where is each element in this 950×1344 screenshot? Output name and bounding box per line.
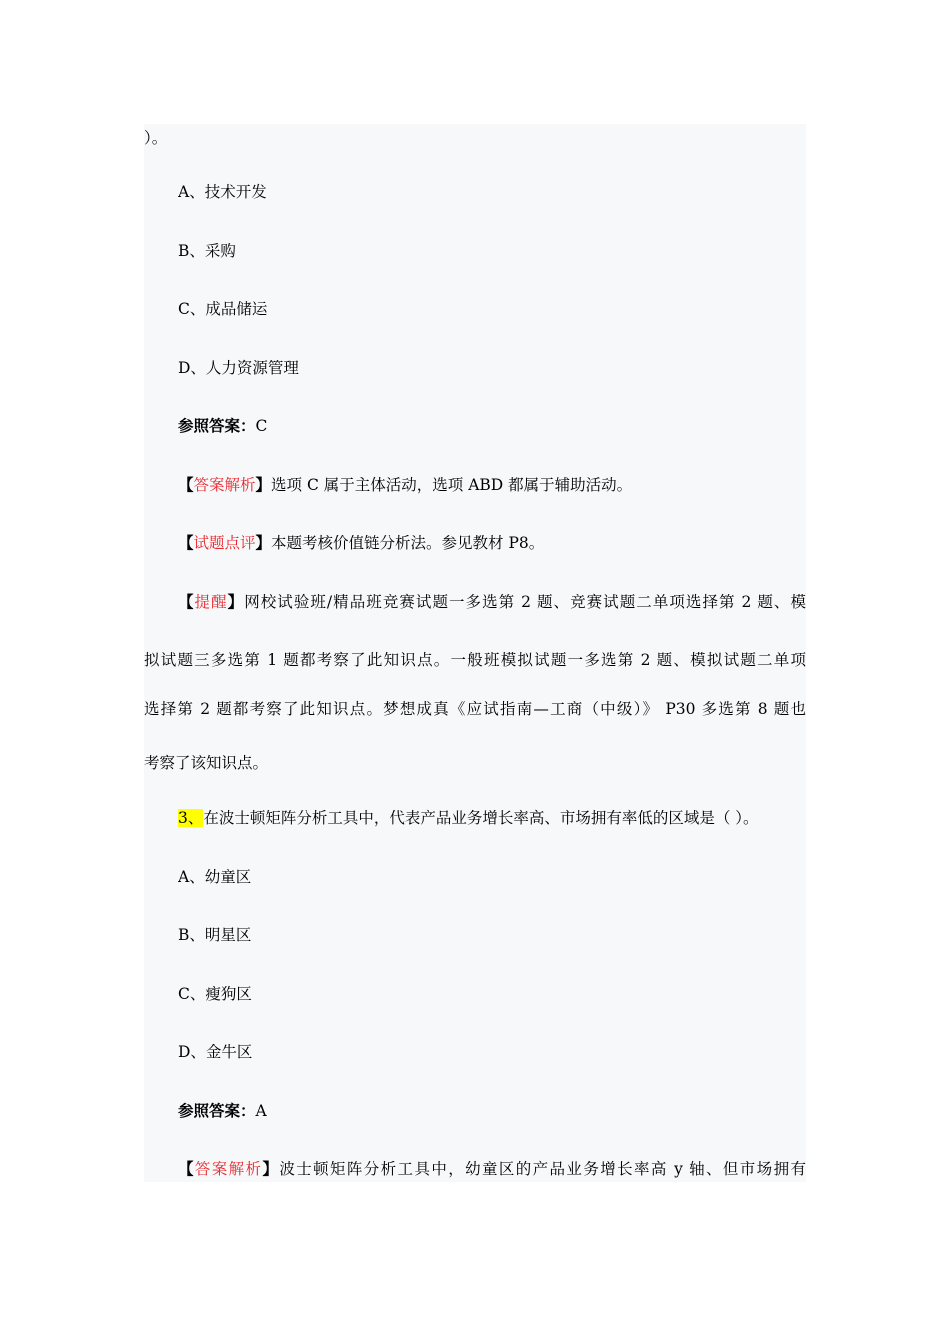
comment-line xyxy=(178,531,806,555)
remind-label: 提醒 xyxy=(194,593,228,611)
comment-text: 本题考核价值链分析法。参见教材 P8。 xyxy=(271,534,545,552)
question-stem-end: ）。 xyxy=(144,129,168,147)
bracket-close: 】 xyxy=(262,1159,280,1178)
answer-value: C xyxy=(255,417,268,435)
answer-label: 参照答案： xyxy=(178,1101,256,1120)
analysis-text: 选项 C 属于主体活动，选项 ABD 都属于辅助活动。 xyxy=(271,476,633,494)
bracket-close: 】 xyxy=(227,592,245,611)
bracket-open: 【 xyxy=(178,475,194,494)
question-text: 在波士顿矩阵分析工具中，代表产品业务增长率高、市场拥有率低的区域是（ ）。 xyxy=(203,809,759,827)
option-a: A、技术开发 xyxy=(178,183,267,201)
option-a: A、幼童区 xyxy=(178,868,252,886)
option-b: B、明星区 xyxy=(178,926,252,944)
option-d: D、人力资源管理 xyxy=(178,359,299,377)
analysis-line xyxy=(178,473,806,497)
question-3-stem xyxy=(178,806,806,830)
answer-line xyxy=(178,414,806,438)
option-b: B、采购 xyxy=(178,242,236,260)
analysis-label: 答案解析 xyxy=(193,476,256,494)
comment-label: 试题点评 xyxy=(193,534,256,552)
analysis-text: 波士顿矩阵分析工具中，幼童区的产品业务增长率高 y 轴、但市场拥有 xyxy=(279,1160,806,1178)
bracket-open: 【 xyxy=(178,1159,195,1178)
answer-line xyxy=(178,1099,806,1123)
option-c: C、成品储运 xyxy=(178,300,268,318)
analysis-line xyxy=(178,1157,806,1181)
answer-label: 参照答案： xyxy=(178,416,256,435)
remind-line-3: 选择第 2 题都考察了此知识点。梦想成真《应试指南—工商（中级）》 P30 多选第 8 题也 xyxy=(144,700,806,718)
bracket-open: 【 xyxy=(178,533,194,552)
bracket-close: 】 xyxy=(255,475,272,494)
remind-line-4: 考察了该知识点。 xyxy=(144,754,269,772)
option-c: C、瘦狗区 xyxy=(178,985,252,1003)
analysis-label: 答案解析 xyxy=(194,1160,263,1178)
bracket-open: 【 xyxy=(178,592,195,611)
remind-line-2: 拟试题三多选第 1 题都考察了此知识点。一般班模拟试题一多选第 2 题、模拟试题二单项 xyxy=(144,651,806,669)
question-number: 3、 xyxy=(178,809,204,827)
remind-text: 网校试验班/精品班竞赛试题一多选第 2 题、竞赛试题二单项选择第 2 题、模 xyxy=(244,593,806,611)
remind-line-1 xyxy=(178,590,806,614)
bracket-close: 】 xyxy=(255,533,272,552)
answer-value: A xyxy=(255,1102,267,1120)
option-d: D、金牛区 xyxy=(178,1043,253,1061)
